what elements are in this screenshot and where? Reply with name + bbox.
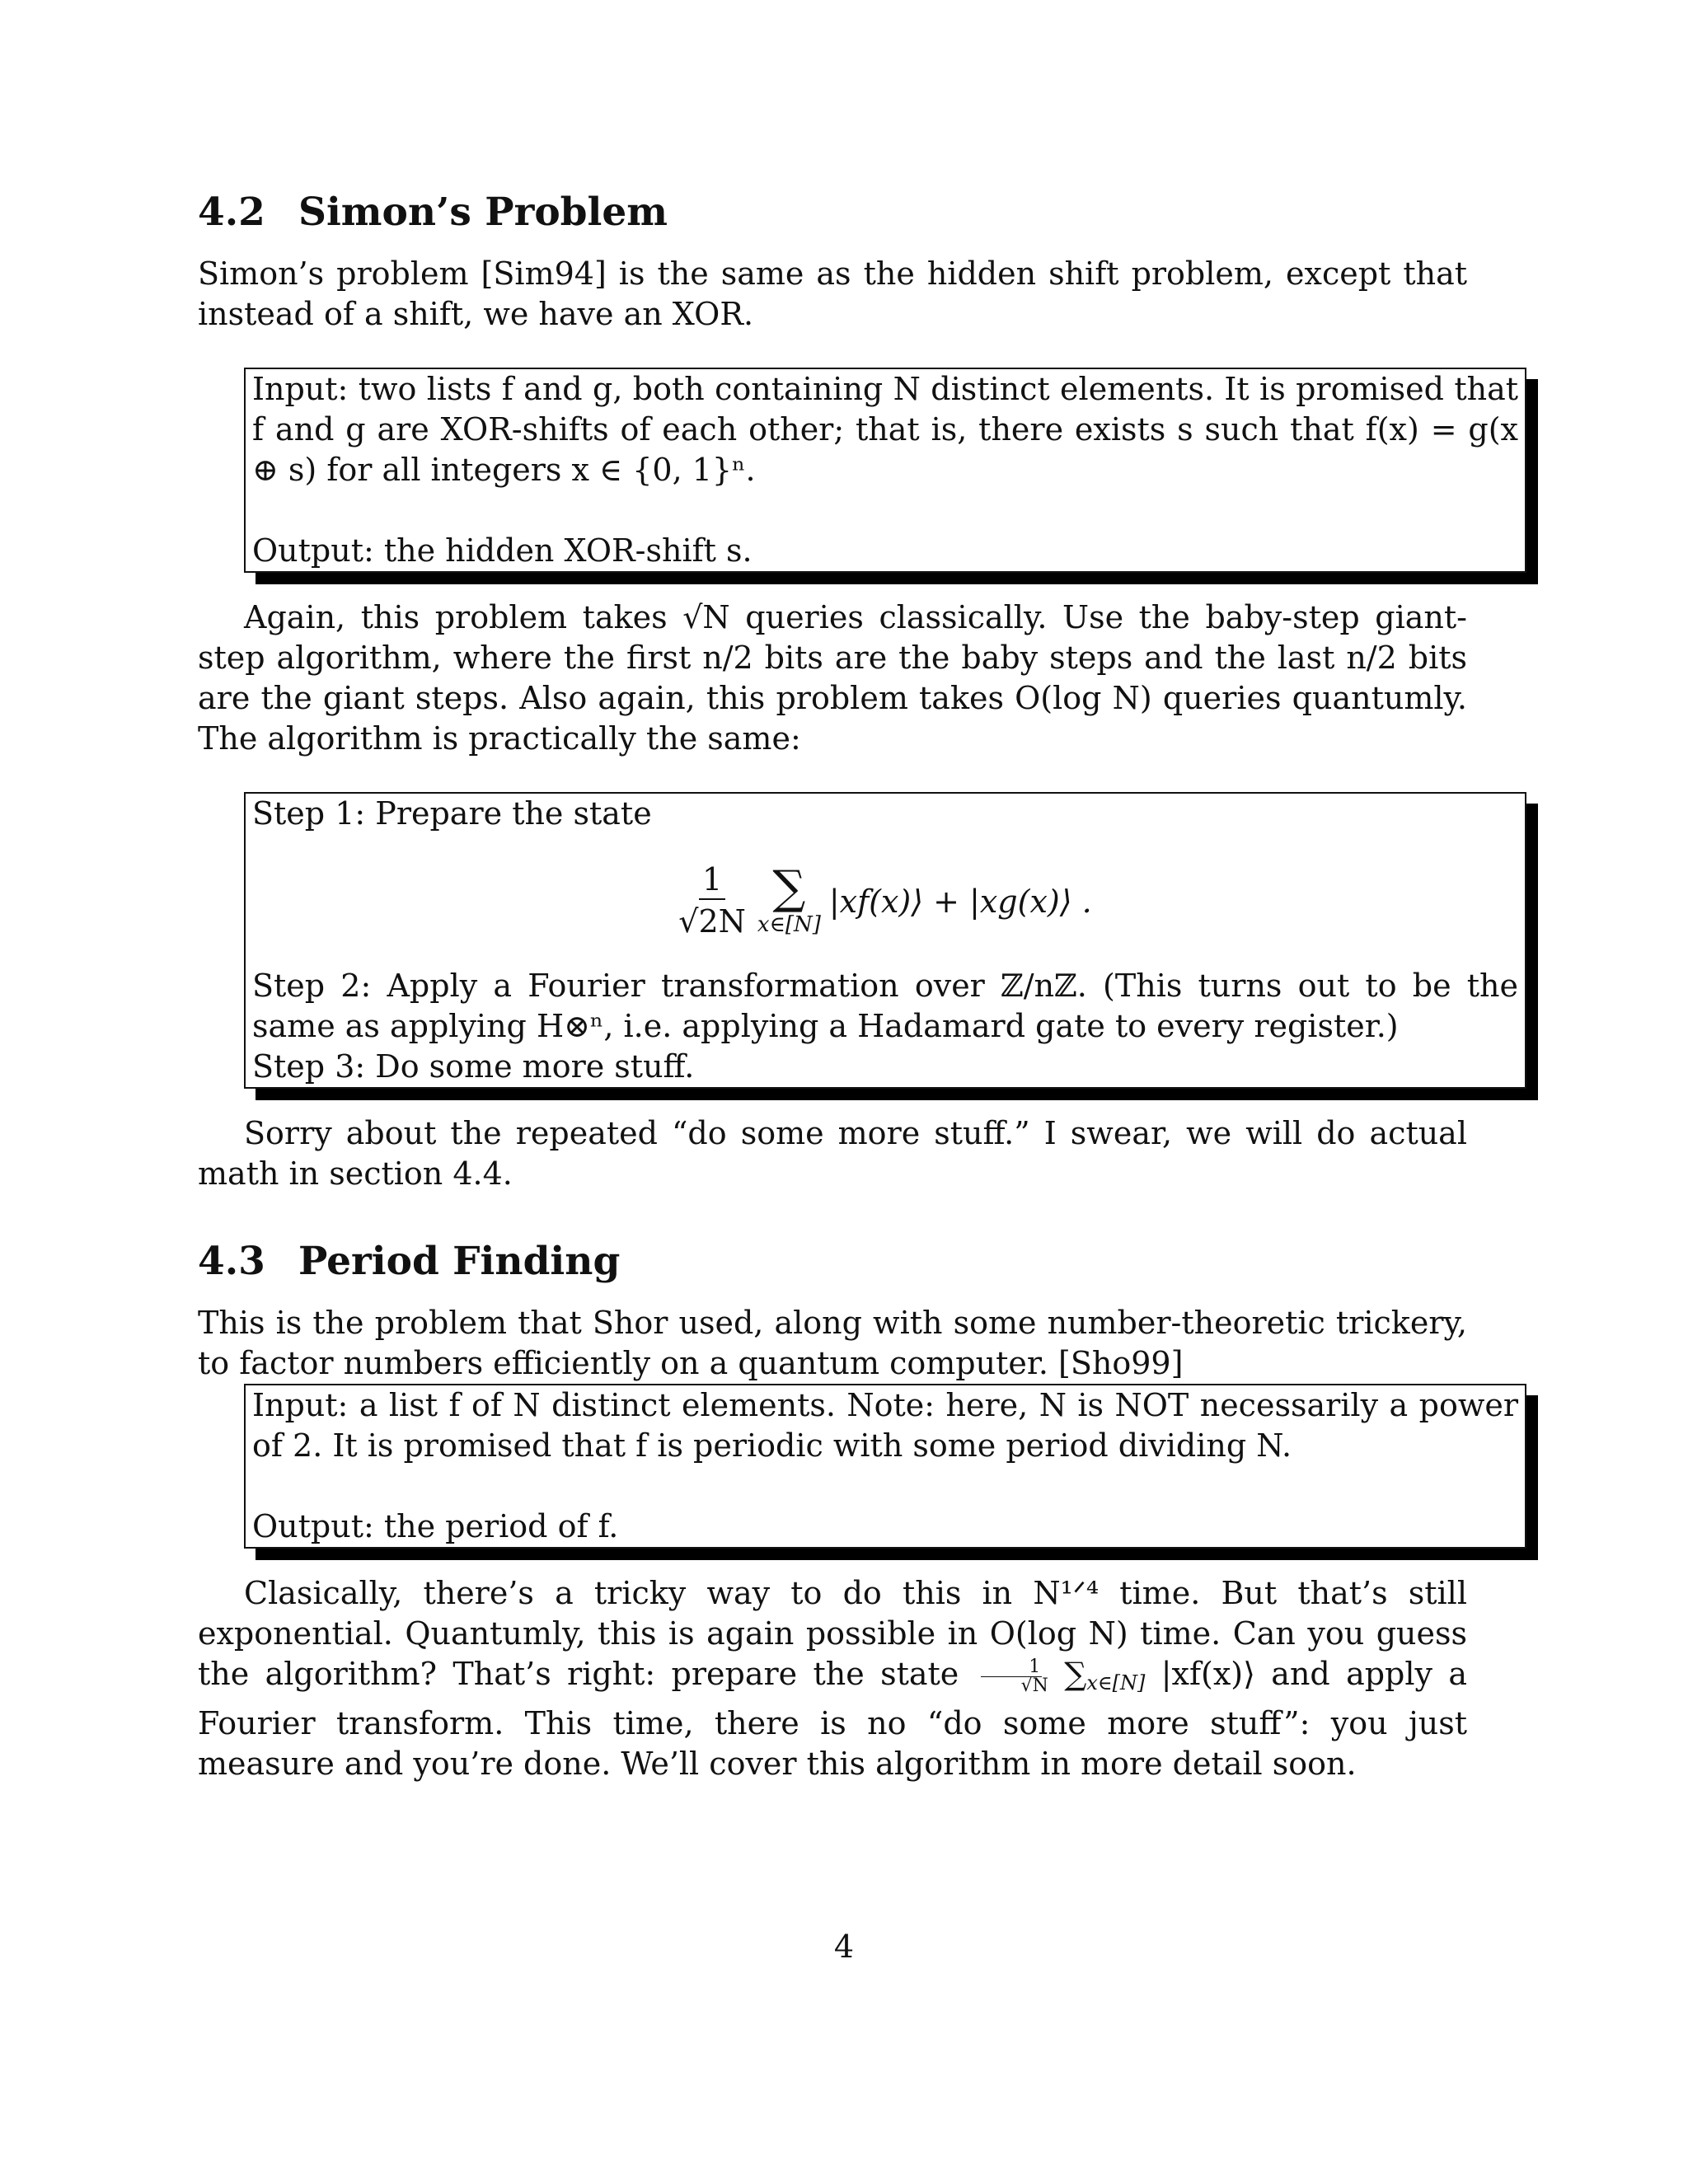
inline-sum-subscript: x∈[N] [1086, 1671, 1146, 1694]
paragraph-simon-intro: Simon’s problem [Sim94] is the same as the hidden shift problem, except that instead of a shift, we have an XOR. [198, 255, 1467, 332]
section-title: Period Finding [298, 1239, 621, 1284]
problem-box-period [244, 1384, 1526, 1549]
paragraph-simon-classical: Again, this problem takes √N queries classically. Use the baby-step giant-step algorithm, where the first n/2 bits are the baby steps and the last n/2 bits are the giant steps. Also again, this problem takes O(log N) queries quantumly. The algorithm is practically the same: [198, 599, 1467, 757]
page-body [198, 188, 1518, 1784]
paragraph-period-intro: This is the problem that Shor used, along with some number-theoretic trickery, to factor numbers efficiently on a quantum computer. [Sho99] [198, 1305, 1467, 1381]
box-output-text: Output: the period of f. [252, 1508, 619, 1544]
step-3-text: Step 3: Do some more stuff. [252, 1048, 695, 1085]
box-output-text: Output: the hidden XOR-shift s. [252, 532, 753, 569]
box-input-text: Input: two lists f and g, both containing N distinct elements. It is promised that f and g are XOR-shifts of each other; that is, there exists s such that f(x) = g(x ⊕ s) for all integers x ∈ {0, 1}ⁿ. [252, 371, 1518, 488]
section-heading-4-2 [198, 188, 1467, 237]
step-2-text: Step 2: Apply a Fourier transformation over ℤ/nℤ. (This turns out to be the same as applying H⊗ⁿ, i.e. applying a Hadamard gate to every register.) [252, 968, 1518, 1044]
equation-body: |xf(x)⟩ + |xg(x)⟩ . [828, 883, 1092, 920]
section-number: 4.2 [198, 190, 265, 235]
section-heading-4-3 [198, 1237, 1467, 1286]
paragraph-period-quantum: Clasically, there’s a tricky way to do this in N¹ᐟ⁴ time. But that’s still exponential. Quantumly, this is again possible in O(log N) time. Can you guess the algorithm? That’s right: prepare the state $\frac{1}{√N}$ ∑x∈[N] |xf(x)⟩ and apply a Fourier transform. This time, there is no “do some more stuff”: you just measure and you’re done. We’ll cover this algorithm in more detail soon. [198, 1575, 1467, 1782]
inline-fraction: $\frac{1}{√N}$ [975, 1658, 1048, 1695]
inline-sum: ∑ [1064, 1656, 1087, 1692]
page-number: 4 [833, 1929, 855, 1965]
summation: ∑ x∈[N] [757, 861, 821, 937]
state-equation [252, 849, 1518, 954]
algorithm-box-simon [244, 792, 1526, 1089]
section-title: Simon’s Problem [298, 190, 668, 235]
section-number: 4.3 [198, 1239, 265, 1284]
paragraph-sorry: Sorry about the repeated “do some more stuff.” I swear, we will do actual math in section 4.4. [198, 1115, 1467, 1192]
box-input-text: Input: a list f of N distinct elements. Note: here, N is NOT necessarily a power of 2. It is promised that f is periodic with some period dividing N. [252, 1387, 1518, 1464]
normalization-fraction: $\frac{1}{√2N}$ [678, 861, 746, 940]
step-1-text: Step 1: Prepare the state [252, 795, 652, 832]
problem-box-simon [244, 368, 1526, 573]
